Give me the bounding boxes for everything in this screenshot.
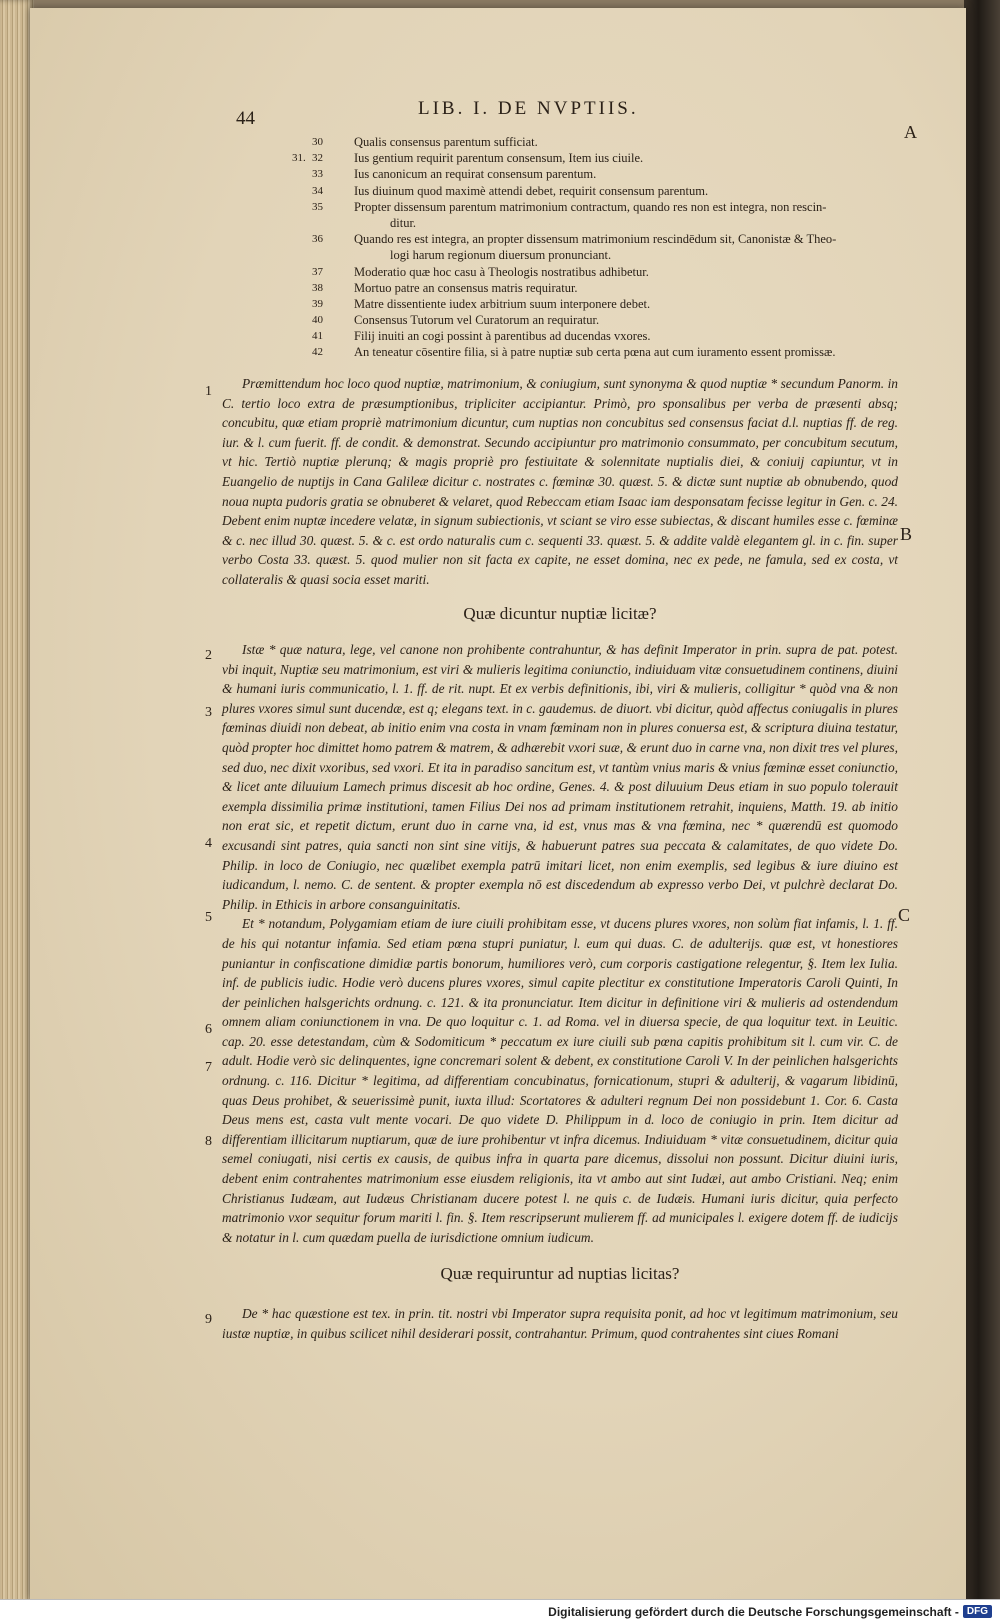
summary-item: 34 Ius diuinum quod maximè attendi debet, requirit consensum parentum. [312,183,709,198]
summary-item: 30 Qualis consensus parentum sufficiat. [312,135,538,149]
summary-item: 40 Consensus Tutorum vel Curatorum an requiratur. [312,313,600,328]
summary-item: 31. 32 Ius gentium requirit parentum consensum, Item ius ciuile. [292,151,644,166]
margin-letter-a: A [904,122,917,142]
page-number: 44 [236,108,255,129]
margin-letter-b: B [900,524,913,544]
paragraph-number: 2 [205,648,212,663]
running-head: LIB. I. DE NVPTIIS. [418,98,639,119]
section-heading: Quæ requiruntur ad nuptias licitas? [440,1264,680,1283]
summary-item: 36 Quando res est integra, an propter dissensum matrimonium rescindēdum sit, Canonistæ & Theo- [312,232,837,247]
credit-text: Digitalisierung gefördert durch die Deutsche Forschungsgemeinschaft - [548,1604,959,1619]
paragraph-number: 4 [205,836,212,851]
summary-item: logi harum regionum diuersum pronunciant. [390,248,612,263]
section-heading: Quæ dicuntur nuptiæ licitæ? [463,604,657,623]
body-paragraph: De * hac quæstione est tex. in prin. tit. nostri vbi Imperator supra requisita ponit, ad hoc vt legitimum matrimonium, seu iustæ nuptiæ, in quibus scilicet nihil desiderari possit, contrahantur. Primum, quod contrahentes sint ciues Romani [222,1306,898,1341]
intro-paragraph: Præmittendum hoc loco quod nuptiæ, matrimonium, & coniugium, sunt synonyma & quod nuptiæ * secundum Panorm. in C. tertio loco extra de præsumptionibus, tripliciter accipiantur. Primò, pro sponsalibus per verba de præsenti absq; concubitu, quæ etiam propriè matrimonium dicuntur, cum nuptias non concubitus sed consensus faciat d.l. nuptias ff. de reg. iur. & l. cum fuerit. ff. de condit. & demonstrat. Secundo accipiuntur pro matrimonio consummato, per concubitum secutum, vt hic. Tertiò nuptiæ plerunq; & magis propriè pro festiuitate & solennitate nuptialis diei, & coniuij capiuntur, vt in Euangelio de nuptijs in Cana Galileæ dicitur c. nostrates c. fœminæ 30. quæst. 5. & dictæ sunt nuptiæ ab obnubendo, quod noua nupta pudoris gratia se obnuberet & velaret, quod Rebeccam etiam Isaac iam desponsatam fecisse legitur in Gen. c. 24. Debent enim nuptæ incedere velatæ, in signum subiectionis, vt sciant se viro esse subiectas, & discant humiles esse c. fœminæ & c. nec illud 30. quæst. 5. & c. est ordo naturalis cum c. sequenti 33. quæst. 5. & addite valdè elegantem gl. in c. fin. super verbo Costa 33. quæst. 5. quod mulier non sit facta ex capite, ne esset domina, nec ex pede, ne famula, sed ex costa, vt collateralis & quasi socia esset mariti. [222,376,898,587]
summary-item: 33 Ius canonicum an requirat consensum parentum. [312,167,597,182]
paragraph-number: 7 [205,1060,212,1075]
summary-item: 39 Matre dissentiente iudex arbitrium suum interponere debet. [312,296,651,311]
book-binding-edge [964,0,1000,1623]
paragraph-number: 9 [205,1312,212,1327]
summary-item: ditur. [390,215,417,230]
margin-letter-c: C [898,905,911,925]
summary-item: 42 An teneatur cōsentire filia, si à patre nuptiæ sub certa pœna aut cum iuramento essent promissæ. [312,345,836,360]
summary-item: 41 Filij inuiti an cogi possint à parentibus ad ducendas vxores. [312,329,651,344]
book-page-edges [0,0,34,1623]
summary-item: 37 Moderatio quæ hoc casu à Theologis nostratibus adhibetur. [312,264,649,279]
paragraph-number: 1 [205,384,212,399]
body-paragraph: Istæ * quæ natura, lege, vel canone non prohibente contrahuntur, & has definit Imperator in prin. supra de pat. potest. vbi inquit, Nuptiæ seu matrimonium, est viri & mulieris legitima coniunctio, indiuiduam vitæ consuetudinem continens, diuini & humani iuris communicatio, l. 1. ff. de rit. nupt. Et ex verbis definitionis, ibi, viri & mulieris, colligitur * quòd vna & non plures vxores simul sunt ducendæ, est q; elegans text. in c. gaudemus. de diuort. vbi dicitur, quòd affectus coniugalis in plures fœminas diuidi non debeat, ab initio enim vna costa in vnam fœminam non in plures conuersa est, & scriptura diuina testatur, quòd propter hoc dimittet homo patrem & matrem, & adhærebit vxori suæ, & erunt duo in carne vna, non dixit tres vel plures, sed duo, nec dixit vxoribus, sed vxori. Et ita in paradiso sancitum est, vt tantùm vnius maris & vnius fœminæ esset coniunctio, & licet ante diluuium Lamech primus discesit ab hoc ordine, Genes. 4. & post diluuium Deus etiam in suo populo tolerauit exempla dissimilia primæ institutioni, tamen Filius Dei nos ad primam institutionem retrahit, inquiens, Matth. 19. ab initio non erat sic, et repetit dictum, erunt duo in carne vna, id est, vnus mas & vna fœmina, nec * quærendū est quomodo excusandi sint patres, quia sancti non sint sine vitijs, & habuerunt patres sua peccata & calamitates, de quo videte Do. Philip. in loco de Coniugio, nec quælibet exempla patrū imitari licet, non enim exemplis, sed legibus & iure diuino est iudicandum, l. nemo. C. de sentent. & propter exempla nō est discedendum ab expresso verbo Dei, vt pulchrè declarat Do. Philip. in Ethicis in arbore consanguinitatis. Et * notandum, Polygamiam etiam de iure ciuili prohibitam esse, vt ducens plures vxores, non solùm fiat infamis, l. 1. ff. de his qui notantur infamia. Sed etiam pœna stupri puniatur, l. eum qui duas. C. de adulterijs. quæ est, vt honestiores puniantur in confiscatione dimidiæ partis bonorum, humiliores verò, cum corporis castigatione relegentur, §. Item lex Iulia. inf. de publicis iudic. Hodie verò ducens plures vxores, simul capite plectitur ex constitutione Imperatoris Caroli Quinti, In der peinlichen halsgerichts ordnung. c. 121. & ita pronunciatur. Item dicitur in definitione viri & mulieris ad ostendendum omnem aliam coniunctionem in vna. De quo loquitur c. 1. ad Roma. vel in diuersa specie, de qua loquitur text. in Leuitic. cap. 20. esse detestandam, cùm & Sodomiticum * peccatum ex iure ciuili sub pœna capitis prohibitum sit l. cum vir. C. de adult. Hodie verò sic delinquentes, igne concremari solent & debent, ex constitutione Caroli V. In der peinlichen halsgerichts ordnung. c. 116. Dicitur * legitima, ad differentiam concubinatus, fornicationum, stupri & adulterij, & vagarum libidinū, quas Deus prohibet, & seuerissimè punit, iuxta illud: Scortatores & adulteri regnum Dei non possidebunt 1. Cor. 6. Casta Deus mens est, casta vult mente vocari. De quo videte D. Philippum in d. loco de coniugio in prin. Item dicitur ad differentiam illicitarum nuptiarum, quæ de iure prohibentur vt infra dicemus. Indiuiduam * vitæ consuetudinem, dicitur quia semel coniugati, nisi certis ex causis, de quibus infra in quarta pare dicemus, dissolui non possunt. Dicitur diuini iuris, debent enim contrahentes matrimonium esse eiusdem religionis, ita vt ambo aut sint Iudæi, aut ambo Cristiani. Neq; enim Christianus Iudæam, aut Iudæus Christianam ducere potest l. ne quis c. de Iudæis. Humani iuris dicitur, quia perfecto matrimonio vxor sequitur forum mariti l. fin. §. Item rescripserunt mulierem ff. ad municipales l. exigere dotem ff. de iudicijs & notatur in l. cum quædam puella de iurisdictione omnium iudicum. [222,642,898,1245]
dfg-logo: DFG [963,1605,992,1618]
digitization-credit-bar [0,1599,1000,1623]
paragraph-number: 6 [205,1022,212,1037]
paragraph-number: 5 [205,910,212,925]
summary-list [280,134,920,361]
paragraph-number: 3 [205,705,212,720]
summary-item: 35 Propter dissensum parentum matrimonium contractum, quando res non est integra, non rescin- [312,199,827,214]
summary-item: 38 Mortuo patre an consensus matris requiratur. [312,280,578,295]
paragraph-number: 8 [205,1134,212,1149]
